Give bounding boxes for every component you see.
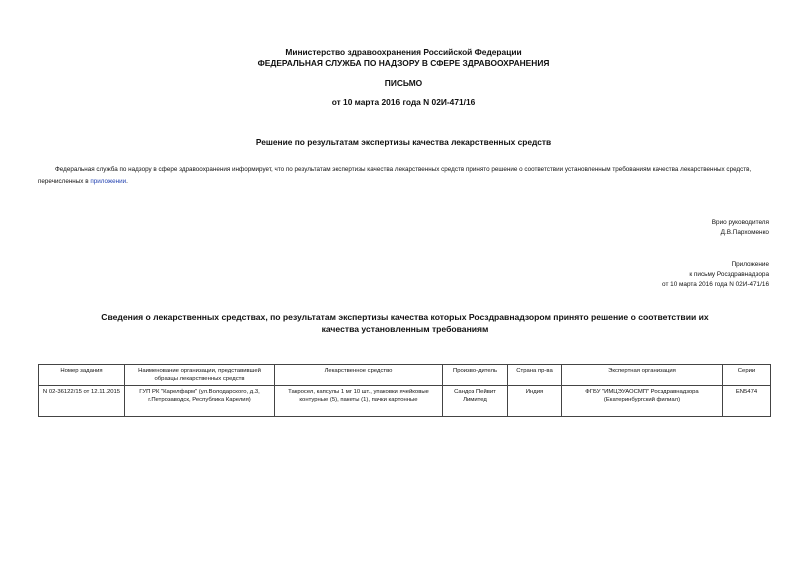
- appendix-date: от 10 марта 2016 года N 02И-471/16: [662, 281, 769, 288]
- table-header-row: [39, 365, 771, 386]
- service-name: ФЕДЕРАЛЬНАЯ СЛУЖБА ПО НАДЗОРУ В СФЕРЕ ЗДРАВООХРАНЕНИЯ: [257, 58, 550, 68]
- signatory-position: Врио руководителя: [711, 219, 769, 226]
- letter-body-text: Федеральная служба по надзору в сфере здравоохранения информирует, что по результатам экспертизы качества лекарственных средств принято решение о соответствии установленным требованиям качества лекарственных средств, перечисленных в: [38, 166, 752, 185]
- document-type: ПИСЬМО: [384, 78, 423, 88]
- header-task-number: Номер задания: [39, 365, 125, 386]
- ministry-name: Министерство здравоохранения Российской Федерации: [285, 47, 522, 57]
- document-date-number: от 10 марта 2016 года N 02И-471/16: [331, 97, 476, 107]
- header-country: Страна пр-ва: [508, 365, 562, 386]
- header-manufacturer: Произво-дитель: [443, 365, 508, 386]
- table-row: [39, 386, 771, 417]
- letter-body-end: .: [126, 178, 128, 185]
- appendix-label: Приложение: [731, 261, 769, 268]
- letter-body: [38, 164, 768, 188]
- cell-manufacturer: Сандоз Пейвит Лимитед: [443, 386, 508, 417]
- table-title: Сведения о лекарственных средствах, по результатам экспертизы качества которых Росздравнадзором принято решение о соответствии их качества установленным требованиям: [101, 312, 709, 334]
- cell-expert-organization: ФГБУ "ИМЦЭУАОСМП" Росздравнадзора (Екатеринбургский филиал): [562, 386, 723, 417]
- appendix-link[interactable]: приложении: [90, 178, 127, 185]
- letter-subject: Решение по результатам экспертизы качества лекарственных средств: [255, 137, 552, 147]
- signatory-name: Д.В.Пархоменко: [720, 229, 769, 236]
- cell-series: EN5474: [723, 386, 771, 417]
- header-expert-organization: Экспертная организация: [562, 365, 723, 386]
- appendix-reference: к письму Росздравнадзора: [689, 271, 769, 278]
- cell-medicine: Такросел, капсулы 1 мг 10 шт., упаковки ячейковые контурные (5), пакеты (1), пачки картонные: [275, 386, 443, 417]
- header-organization: Наименование организации, представившей образцы лекарственных средств: [125, 365, 275, 386]
- medicines-table: [38, 364, 771, 417]
- header-medicine: Лекарственное средство: [275, 365, 443, 386]
- cell-country: Индия: [508, 386, 562, 417]
- cell-organization: ГУП РК "Карелфарм" (ул.Володарского, д.3, г.Петрозаводск, Республика Карелия): [125, 386, 275, 417]
- cell-task-number: N 02-36122/15 от 12.11.2015: [39, 386, 125, 417]
- header-series: Серии: [723, 365, 771, 386]
